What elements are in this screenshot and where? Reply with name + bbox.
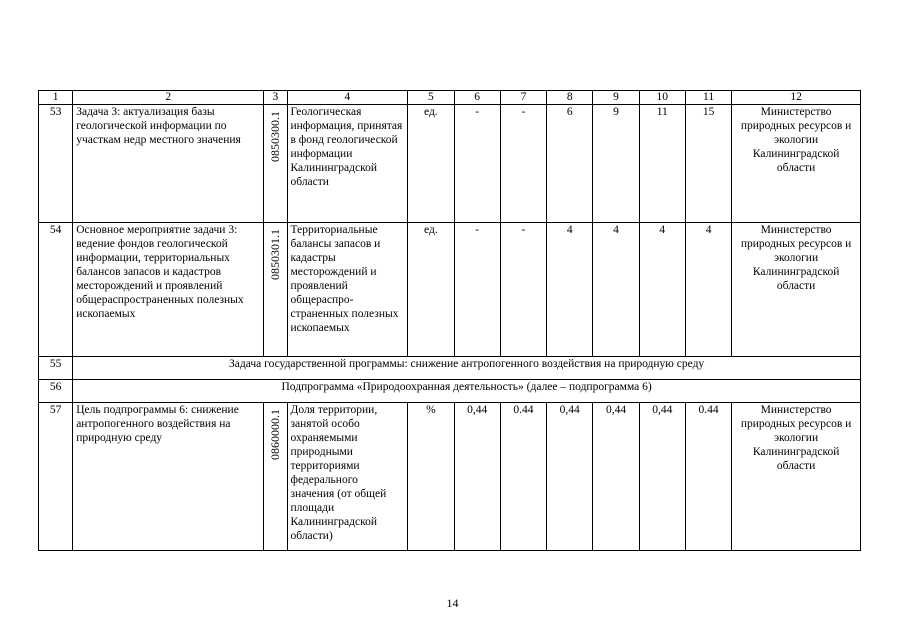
row-value: 0,44	[547, 403, 593, 551]
subprogram-title: Подпрограмма «Природоохранная деятельность» (далее – подпрограмма 6)	[73, 380, 861, 403]
table-row	[39, 105, 861, 223]
header-cell: 4	[287, 91, 408, 105]
row-value: 0,44	[593, 403, 639, 551]
row-unit: ед.	[408, 223, 454, 357]
row-number: 55	[39, 357, 73, 380]
header-cell: 3	[264, 91, 287, 105]
row-number: 56	[39, 380, 73, 403]
header-cell: 11	[685, 91, 731, 105]
section-row	[39, 380, 861, 403]
section-title: Задача государственной программы: снижение антропогенного воздействия на природную среду	[73, 357, 861, 380]
header-cell: 8	[547, 91, 593, 105]
row-indicator: Доля территории, занятой особо охраняемыми природными территориями федерального значения (от общей площади Калининградской области)	[287, 403, 408, 551]
row-indicator: Геологическая информация, принятая в фонд геологической информации Калининградской области	[287, 105, 408, 223]
header-cell: 2	[73, 91, 264, 105]
row-responsible: Министерство природных ресурсов и экологии Калининградской области	[732, 223, 861, 357]
row-value: 15	[685, 105, 731, 223]
indicators-table	[38, 90, 861, 551]
row-responsible: Министерство природных ресурсов и экологии Калининградской области	[732, 403, 861, 551]
header-cell: 10	[639, 91, 685, 105]
table-row	[39, 403, 861, 551]
row-value: -	[500, 105, 546, 223]
row-name: Цель подпрограммы 6: снижение антропогенного воздействия на природную среду	[73, 403, 264, 551]
row-responsible: Министерство природных ресурсов и экологии Калининградской области	[732, 105, 861, 223]
row-unit: %	[408, 403, 454, 551]
row-code: 0850300.1	[268, 111, 283, 162]
row-value: 4	[685, 223, 731, 357]
row-value: 6	[547, 105, 593, 223]
row-number: 54	[39, 223, 73, 357]
row-value: -	[454, 223, 500, 357]
header-cell: 5	[408, 91, 454, 105]
row-name: Задача 3: актуализация базы геологической информации по участкам недр местного значения	[73, 105, 264, 223]
row-value: 0.44	[500, 403, 546, 551]
row-value: 11	[639, 105, 685, 223]
table-row	[39, 223, 861, 357]
row-value: 0,44	[639, 403, 685, 551]
page-number: 14	[446, 596, 459, 610]
row-value: 0.44	[685, 403, 731, 551]
header-cell: 9	[593, 91, 639, 105]
header-row	[39, 91, 861, 105]
row-code-cell	[264, 105, 287, 223]
row-code-cell	[264, 403, 287, 551]
row-number: 57	[39, 403, 73, 551]
row-code: 0860000.1	[268, 409, 283, 460]
row-name: Основное мероприятие задачи 3: ведение фондов геологической информации, территориальных балансов запасов и кадастров месторождений и проявлений общераспространенных полезных ископаемых	[73, 223, 264, 357]
row-value: 9	[593, 105, 639, 223]
row-unit: ед.	[408, 105, 454, 223]
row-value: -	[454, 105, 500, 223]
header-cell: 6	[454, 91, 500, 105]
row-indicator: Территориальные балансы запасов и кадастры месторождений и проявлений общераспро-страненных полезных ископаемых	[287, 223, 408, 357]
row-value: 0,44	[454, 403, 500, 551]
header-cell: 1	[39, 91, 73, 105]
row-code-cell	[264, 223, 287, 357]
row-value: -	[500, 223, 546, 357]
row-code: 0850301.1	[268, 229, 283, 280]
row-value: 4	[547, 223, 593, 357]
section-row	[39, 357, 861, 380]
row-number: 53	[39, 105, 73, 223]
row-value: 4	[593, 223, 639, 357]
header-cell: 12	[732, 91, 861, 105]
row-value: 4	[639, 223, 685, 357]
header-cell: 7	[500, 91, 546, 105]
